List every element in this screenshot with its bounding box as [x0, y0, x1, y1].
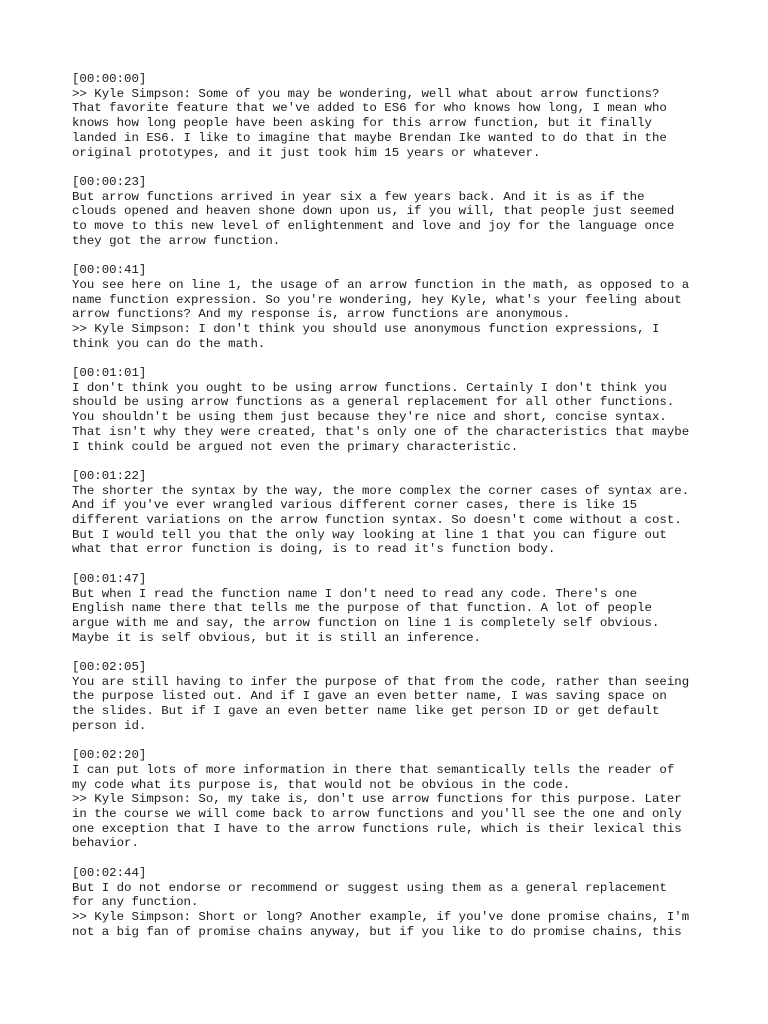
transcript-line: they got the arrow function.	[72, 233, 281, 248]
transcript-line: That isn't why they were created, that's only one of the characteristics that maybe	[72, 424, 690, 439]
transcript-line: knows how long people have been asking for this arrow function, but it finally	[72, 116, 652, 131]
transcript-line: the purpose listed out. And if I gave an even better name, I was saving space on	[72, 689, 667, 704]
transcript-block	[72, 469, 712, 557]
transcript-line: You are still having to infer the purpose of that from the code, rather than seeing	[72, 674, 690, 689]
timestamp: [00:00:23]	[72, 174, 147, 189]
transcript-line: argue with me and say, the arrow function on line 1 is completely self obvious.	[72, 615, 660, 630]
timestamp: [00:02:05]	[72, 660, 147, 675]
transcript-line: And if you've ever wrangled various different corner cases, there is like 15	[72, 498, 638, 513]
timestamp: [00:00:00]	[72, 72, 147, 86]
timestamp: [00:00:41]	[72, 263, 147, 278]
transcript-line: >> Kyle Simpson: Short or long? Another example, if you've done promise chains, I'm	[72, 909, 690, 924]
transcript-line: >> Kyle Simpson: So, my take is, don't use arrow functions for this purpose. Later	[72, 792, 682, 807]
transcript-line: one exception that I have to the arrow functions rule, which is their lexical this	[72, 821, 682, 836]
transcript-line: But when I read the function name I don't need to read any code. There's one	[72, 586, 638, 601]
transcript-line: The shorter the syntax by the way, the more complex the corner cases of syntax are.	[72, 483, 690, 498]
transcript-line: to move to this new level of enlightenment and love and joy for the language once	[72, 219, 675, 234]
transcript-block	[72, 175, 712, 249]
transcript-line: But arrow functions arrived in year six a few years back. And it is as if the	[72, 189, 645, 204]
transcript-line: But I would tell you that the only way looking at line 1 that you can figure out	[72, 527, 667, 542]
transcript-line: >> Kyle Simpson: I don't think you should use anonymous function expressions, I	[72, 321, 660, 336]
transcript-block	[72, 866, 712, 940]
transcript-line: think you can do the math.	[72, 336, 266, 351]
transcript-block	[72, 572, 712, 646]
transcript-line: But I do not endorse or recommend or suggest using them as a general replacement	[72, 880, 667, 895]
transcript-line: I can put lots of more information in there that semantically tells the reader of	[72, 762, 675, 777]
transcript-line: person id.	[72, 718, 147, 733]
timestamp: [00:02:44]	[72, 865, 147, 880]
transcript-line: You see here on line 1, the usage of an arrow function in the math, as opposed to a	[72, 277, 690, 292]
transcript-line: what that error function is doing, is to read it's function body.	[72, 542, 556, 557]
transcript-block	[72, 263, 712, 351]
transcript-page	[72, 72, 712, 954]
transcript-line: landed in ES6. I like to imagine that maybe Brendan Ike wanted to do that in the	[72, 130, 667, 145]
timestamp: [00:01:47]	[72, 571, 147, 586]
timestamp: [00:01:22]	[72, 468, 147, 483]
transcript-line: English name there that tells me the purpose of that function. A lot of people	[72, 601, 652, 616]
transcript-line: >> Kyle Simpson: Some of you may be wondering, well what about arrow functions?	[72, 86, 660, 101]
transcript-line: in the course we will come back to arrow functions and you'll see the one and only	[72, 807, 682, 822]
transcript-line: I don't think you ought to be using arrow functions. Certainly I don't think you	[72, 380, 667, 395]
transcript-line: should be using arrow functions as a general replacement for all other functions.	[72, 395, 675, 410]
transcript-line: for any function.	[72, 895, 199, 910]
transcript-block	[72, 72, 712, 160]
transcript-block	[72, 660, 712, 734]
transcript-line: different variations on the arrow function syntax. So doesn't come without a cost.	[72, 513, 682, 528]
transcript-block	[72, 366, 712, 454]
transcript-line: That favorite feature that we've added to ES6 for who knows how long, I mean who	[72, 101, 667, 116]
transcript-line: name function expression. So you're wondering, hey Kyle, what's your feeling about	[72, 292, 682, 307]
timestamp: [00:02:20]	[72, 748, 147, 763]
transcript-line: Maybe it is self obvious, but it is still an inference.	[72, 630, 481, 645]
transcript-line: original prototypes, and it just took him 15 years or whatever.	[72, 145, 541, 160]
timestamp: [00:01:01]	[72, 366, 147, 381]
transcript-line: behavior.	[72, 836, 139, 851]
transcript-line: clouds opened and heaven shone down upon us, if you will, that people just seemed	[72, 204, 675, 219]
transcript-line: my code what its purpose is, that would not be obvious in the code.	[72, 777, 571, 792]
transcript-line: the slides. But if I gave an even better name like get person ID or get default	[72, 704, 660, 719]
transcript-line: I think could be argued not even the primary characteristic.	[72, 439, 519, 454]
transcript-line: not a big fan of promise chains anyway, but if you like to do promise chains, this	[72, 924, 682, 939]
transcript-line: You shouldn't be using them just because they're nice and short, concise syntax.	[72, 410, 667, 425]
transcript-block	[72, 748, 712, 851]
transcript-line: arrow functions? And my response is, arrow functions are anonymous.	[72, 307, 571, 322]
